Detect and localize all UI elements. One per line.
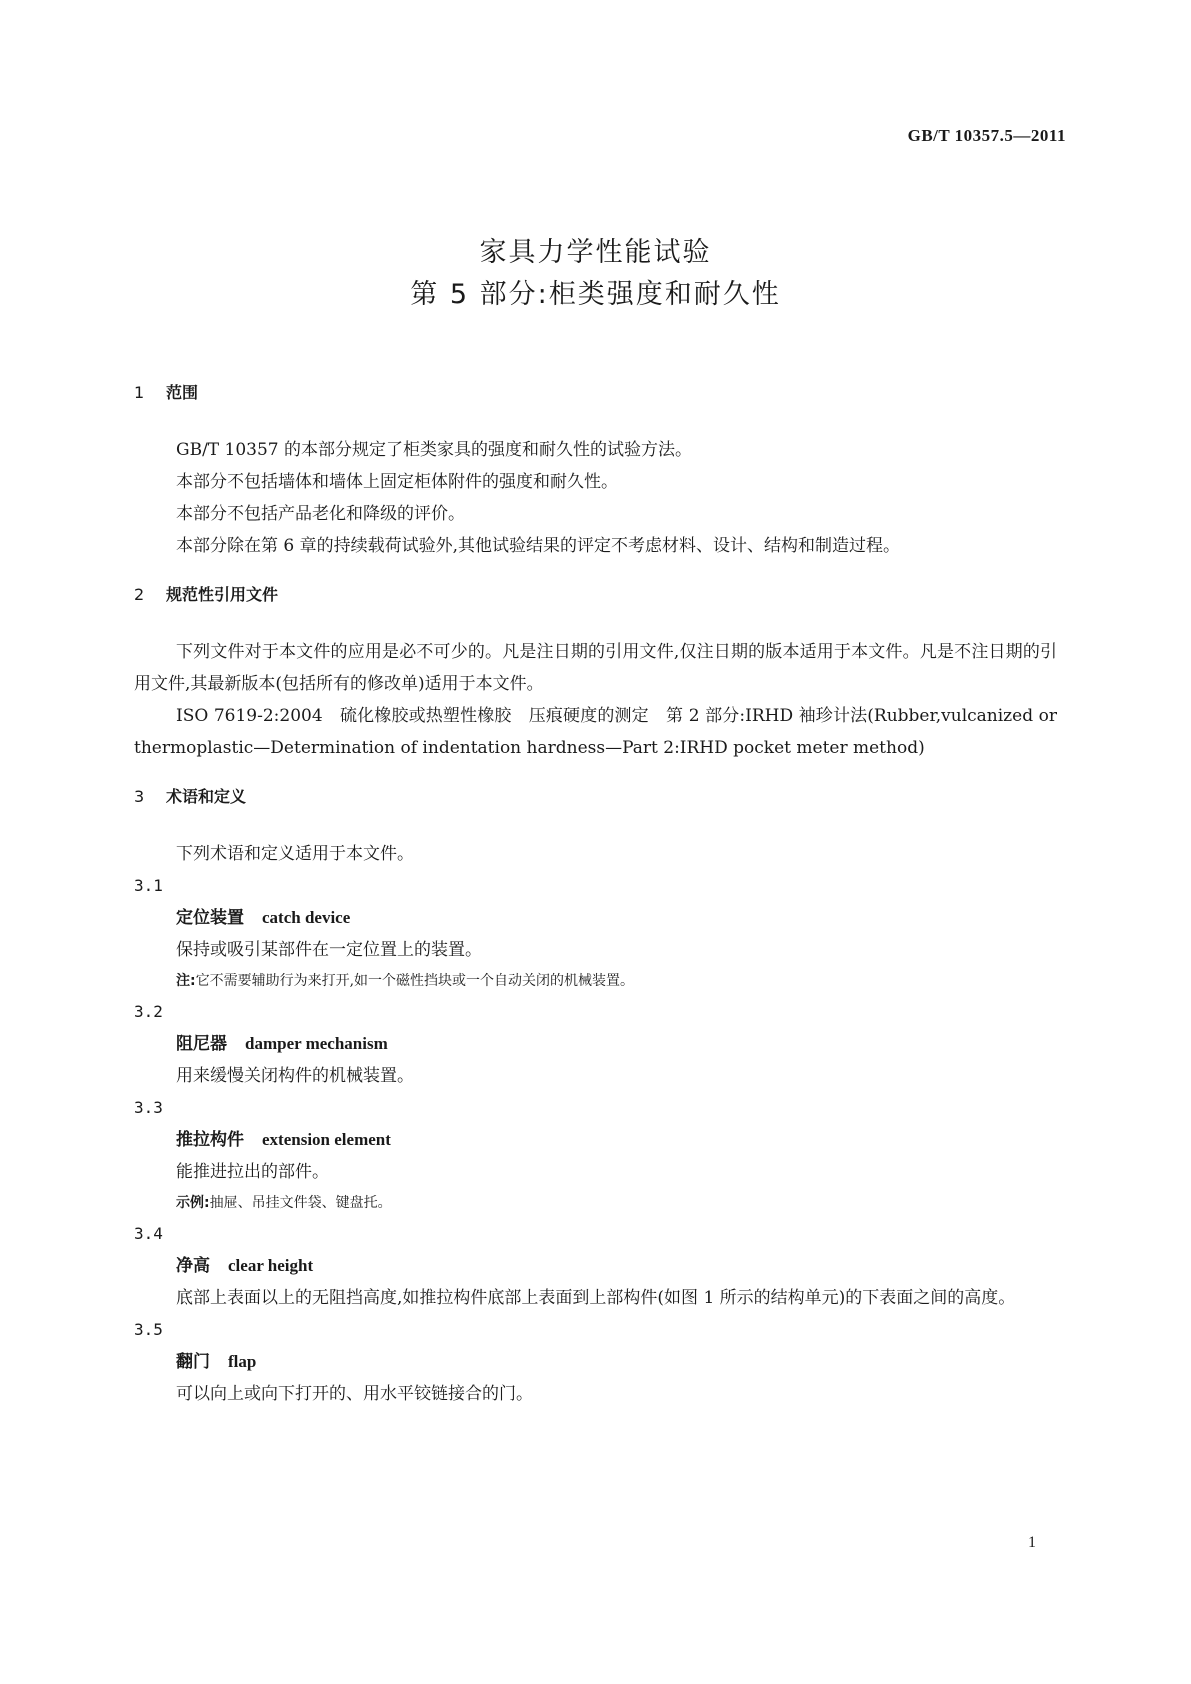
term-name (134, 902, 1057, 934)
term-zh: 阻尼器 (176, 1034, 227, 1054)
term-en: catch device (262, 908, 351, 927)
section-title: 范围 (166, 383, 199, 402)
title-line-2: 第 5 部分:柜类强度和耐久性 (410, 279, 781, 310)
example-text: 抽屉、吊挂文件袋、键盘托。 (209, 1195, 392, 1211)
term-name (134, 1028, 1057, 1060)
section-number: 1 (134, 383, 145, 402)
term-example (134, 1188, 1057, 1218)
term-number: 3.1 (134, 876, 163, 895)
section-number: 2 (134, 585, 145, 604)
term-name (134, 1346, 1057, 1378)
note-text: 它不需要辅助行为来打开,如一个磁性挡块或一个自动关闭的机械装置。 (195, 973, 635, 989)
term-zh: 净高 (176, 1256, 210, 1276)
term-zh: 定位装置 (176, 908, 244, 928)
term-number: 3.3 (134, 1098, 163, 1117)
paragraph: 下列术语和定义适用于本文件。 (176, 844, 414, 864)
section-number: 3 (134, 787, 145, 806)
paragraph: GB/T 10357 的本部分规定了柜类家具的强度和耐久性的试验方法。 (176, 440, 693, 460)
term-name (134, 1124, 1057, 1156)
document-body (134, 382, 1057, 1410)
term-zh: 翻门 (176, 1352, 210, 1372)
paragraph: 本部分不包括产品老化和降级的评价。 (176, 504, 465, 524)
term-definition: 能推进拉出的部件。 (176, 1162, 329, 1182)
term-definition: 可以向上或向下打开的、用水平铰链接合的门。 (176, 1384, 533, 1404)
term-en: flap (228, 1352, 257, 1371)
document-title (0, 232, 1191, 316)
term-en: clear height (228, 1256, 314, 1275)
term-en: extension element (262, 1130, 391, 1149)
term-number: 3.5 (134, 1320, 163, 1339)
term-definition: 底部上表面以上的无阻挡高度,如推拉构件底部上表面到上部构件(如图 1 所示的结构单元)的下表面之间的高度。 (176, 1288, 1016, 1308)
section-heading-normative-references (134, 584, 1057, 606)
standard-code: GB/T 10357.5—2011 (907, 126, 1066, 145)
paragraph: 本部分不包括墙体和墙体上固定柜体附件的强度和耐久性。 (176, 472, 618, 492)
example-label: 示例: (176, 1195, 210, 1211)
term-zh: 推拉构件 (176, 1130, 244, 1150)
section-heading-terms-definitions (134, 786, 1057, 808)
paragraph: 下列文件对于本文件的应用是必不可少的。凡是注日期的引用文件,仅注日期的版本适用于本文件。凡是不注日期的引用文件,其最新版本(包括所有的修改单)适用于本文件。 (134, 642, 1057, 694)
term-note (134, 966, 1057, 996)
paragraph: 本部分除在第 6 章的持续载荷试验外,其他试验结果的评定不考虑材料、设计、结构和制造过程。 (176, 536, 901, 556)
note-label: 注: (176, 973, 196, 989)
page-number: 1 (1028, 1534, 1036, 1551)
term-definition: 保持或吸引某部件在一定位置上的装置。 (176, 940, 482, 960)
term-en: damper mechanism (245, 1034, 388, 1053)
term-name (134, 1250, 1057, 1282)
reference-entry: ISO 7619-2:2004 硫化橡胶或热塑性橡胶 压痕硬度的测定 第 2 部分:IRHD 袖珍计法(Rubber,vulcanized or thermoplastic—Determination of indentation hardness—Part 2:IRHD pocket meter method) (134, 706, 1057, 758)
section-heading-scope (134, 382, 1057, 404)
title-line-1: 家具力学性能试验 (479, 237, 712, 268)
term-definition: 用来缓慢关闭构件的机械装置。 (176, 1066, 414, 1086)
term-number: 3.2 (134, 1002, 163, 1021)
section-title: 术语和定义 (166, 787, 247, 806)
term-number: 3.4 (134, 1224, 163, 1243)
section-title: 规范性引用文件 (166, 585, 279, 604)
